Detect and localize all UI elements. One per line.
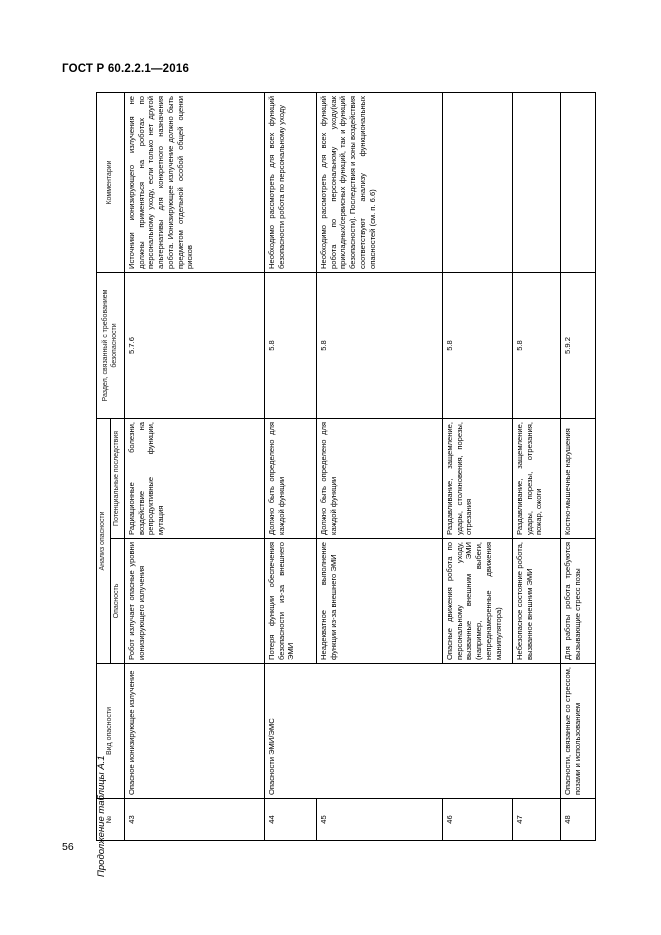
row-type: Опасности ЭМИ/ЭМС	[265, 664, 561, 799]
row-section: 5.8	[443, 273, 513, 419]
row-comments	[561, 93, 596, 273]
table-continuation-caption: Продолжение таблицы А.1	[96, 755, 107, 877]
row-hazard: Опасные движения робота по персональному уходу, вызванные внешним ЭМИ (например, выбеги, непреднамеренные движения манипулятора)	[443, 539, 513, 664]
row-comments: Необходимо рассмотреть для всех функций робота по персональному уходу(как прикладных/сервисных функций, так и функций безопасности). Последствия и зоны воздействия соответствуют анализу функциональных опасностей (см. п. 6.6)	[317, 93, 443, 273]
page-number: 56	[62, 841, 74, 853]
row-consequence: Радиационные болезни, воздействие на репродуктивные функции, мутация	[125, 419, 265, 539]
hazard-table	[96, 92, 596, 841]
row-section: 5.7.6	[125, 273, 265, 419]
row-consequence: Раздавливание, защемление, удары, порезы, отрезания, пожар, ожоги	[513, 419, 561, 539]
header-type: Вид опасности	[97, 664, 125, 799]
row-num: 44	[265, 799, 317, 841]
row-comments: Необходимо рассмотреть для всех функций безопасности робота по персональному уходу	[265, 93, 317, 273]
rotated-table-block	[96, 93, 596, 877]
header-section: Раздел, связанный с требованием безопасности	[97, 273, 125, 419]
row-hazard: Небезопасное состояние робота, вызванное внешним ЭМИ	[513, 539, 561, 664]
header-consequence: Потенциальные последствия	[111, 419, 125, 539]
row-section: 5.8	[265, 273, 317, 419]
header-hazard: Опасность	[111, 539, 125, 664]
header-analysis: Анализ опасности	[97, 419, 111, 664]
document-header: ГОСТ Р 60.2.2.1—2016	[62, 63, 190, 75]
table-row	[561, 93, 596, 841]
table-row	[265, 93, 317, 841]
row-type: Опасное ионизирующее излучение	[125, 664, 265, 799]
row-num: 45	[317, 799, 443, 841]
header-num: №	[97, 799, 125, 841]
row-section: 5.8	[513, 273, 561, 419]
row-consequence: Костно-мышечные нарушения	[561, 419, 596, 539]
table-row	[125, 93, 265, 841]
row-type: Опасности, связанные со стрессом, позами и использованием	[561, 664, 596, 799]
row-section: 5.8	[317, 273, 443, 419]
row-consequence: Раздавливание, защемление, удары, столкновения, порезы, отрезания	[443, 419, 513, 539]
row-hazard: Робот излучает опасные уровни ионизирующего излучения	[125, 539, 265, 664]
row-num: 43	[125, 799, 265, 841]
row-comments	[443, 93, 513, 273]
row-hazard: Неадекватное выполнение функции из-за внешнего ЭМИ	[317, 539, 443, 664]
row-consequence: Должно быть определено для каждой функции	[265, 419, 317, 539]
row-comments: Источники ионизирующего излучения не должны применяться на роботах по персональному уходу, если только нет другой альтернативы для конкретного назначения робота. Ионизирующее излучение должно быть предметом отдельной особой общей оценки рисков	[125, 93, 265, 273]
row-section: 5.9.2	[561, 273, 596, 419]
row-hazard: Потеря функции обеспечения безопасности из-за внешнего ЭМИ	[265, 539, 317, 664]
row-consequence: Должно быть определено для каждой функции	[317, 419, 443, 539]
row-num: 46	[443, 799, 513, 841]
row-num: 47	[513, 799, 561, 841]
header-comments: Комментарии	[97, 93, 125, 273]
row-comments	[513, 93, 561, 273]
row-hazard: Для работы робота требуются вызывающие стресс позы	[561, 539, 596, 664]
row-num: 48	[561, 799, 596, 841]
